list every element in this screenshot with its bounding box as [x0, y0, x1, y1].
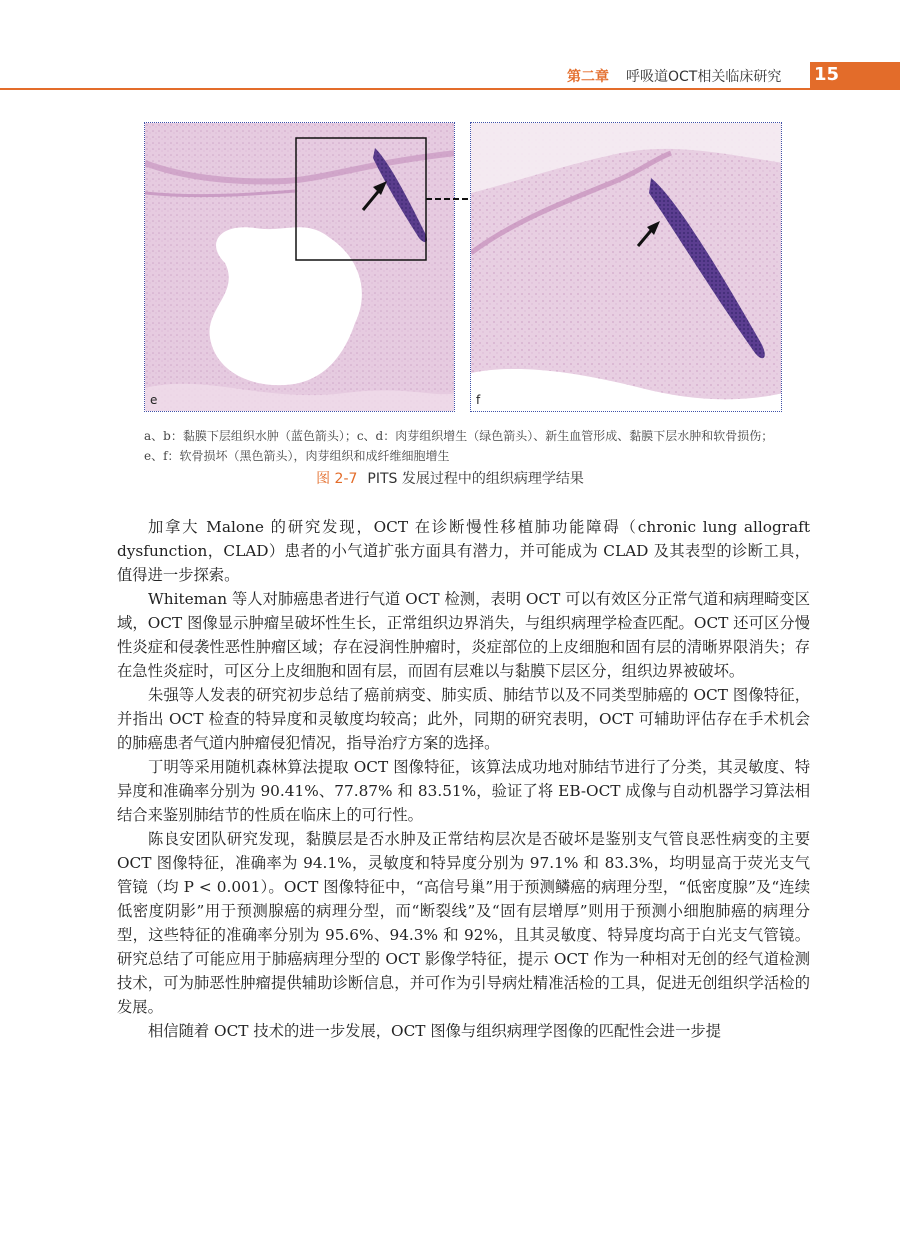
paragraph: 朱强等人发表的研究初步总结了癌前病变、肺实质、肺结节以及不同类型肺癌的 OCT 图像特征，并指出 OCT 检查的特异度和灵敏度均较高；此外，同期的研究表明，OCT 可辅助评估存在手术机会的肺癌患者气道内肿瘤侵犯情况，指导治疗方案的选择。: [117, 686, 810, 752]
histology-image-f: [471, 123, 782, 412]
histology-image-e: [145, 123, 455, 412]
figure-caption-note: e、f：软骨损坏（黑色箭头），肉芽组织和成纤维细胞增生: [144, 449, 450, 463]
figure-panel-e: [144, 122, 455, 412]
paragraph: Whiteman 等人对肺癌患者进行气道 OCT 检测，表明 OCT 可以有效区分正常气道和病理畸变区域，OCT 图像显示肿瘤呈破坏性生长，正常组织边界消失，与组织病理学检查匹配。OCT 还可区分慢性炎症和侵袭性恶性肿瘤区域；存在浸润性肿瘤时，炎症部位的上皮细胞和固有层的清晰界限消失；存在急性炎症时，可区分上皮细胞和固有层，而固有层难以与黏膜下层区分，组织边界被破坏。: [117, 590, 810, 680]
panel-label-e: e: [150, 393, 158, 407]
paragraph: 陈良安团队研究发现，黏膜层是否水肿及正常结构层次是否破坏是鉴别支气管良恶性病变的主要 OCT 图像特征，准确率为 94.1%，灵敏度和特异度分别为 97.1% 和 83.3%，均明显高于荧光支气管镜（均 P < 0.001）。OCT 图像特征中，“高信号巢”用于预测鳞癌的病理分型，“低密度腺”及“连续低密度阴影”用于预测腺癌的病理分型，而“断裂线”及“固有层增厚”则用于预测小细胞肺癌的病理分型，这些特征的准确率分别为 95.6%、94.3% 和 92%，且其灵敏度、特异度均高于白光支气管镜。研究总结了可能应用于肺癌病理分型的 OCT 影像学特征，提示 OCT 作为一种相对无创的经气道检测技术，可为肺恶性肿瘤提供辅助诊断信息，并可作为引导病灶精准活检的工具，促进无创组织学活检的发展。: [117, 830, 810, 1016]
section-title: 呼吸道OCT相关临床研究: [626, 69, 782, 85]
panel-label-f: f: [476, 393, 481, 407]
body-text: [117, 515, 810, 1043]
paragraph: 丁明等采用随机森林算法提取 OCT 图像特征，该算法成功地对肺结节进行了分类，其灵敏度、特异度和准确率分别为 90.41%、77.87% 和 83.51%，验证了将 EB-OCT 成像与自动机器学习算法相结合来鉴别肺结节的性质在临床上的可行性。: [117, 758, 810, 824]
paragraph: 加拿大 Malone 的研究发现，OCT 在诊断慢性移植肺功能障碍（chronic lung allograft dysfunction，CLAD）患者的小气道扩张方面具有潜力，并可能成为 CLAD 及其表型的诊断工具，值得进一步探索。: [117, 518, 810, 584]
figure-number: 图 2-7: [316, 471, 358, 487]
header-rule: [0, 88, 810, 90]
page-number: 15: [814, 64, 840, 85]
zoom-connector-line: [426, 198, 468, 200]
figure-title-text: PITS 发展过程中的组织病理学结果: [367, 471, 584, 487]
figure-title: [0, 468, 900, 488]
paragraph: 相信随着 OCT 技术的进一步发展，OCT 图像与组织病理学图像的匹配性会进一步提: [148, 1022, 721, 1040]
figure-panel-f: [470, 122, 782, 412]
figure-caption-note: a、b：黏膜下层组织水肿（蓝色箭头）；c、d：肉芽组织增生（绿色箭头）、新生血管形成、黏膜下层水肿和软骨损伤；: [144, 429, 774, 443]
chapter-label: 第二章: [567, 69, 609, 85]
